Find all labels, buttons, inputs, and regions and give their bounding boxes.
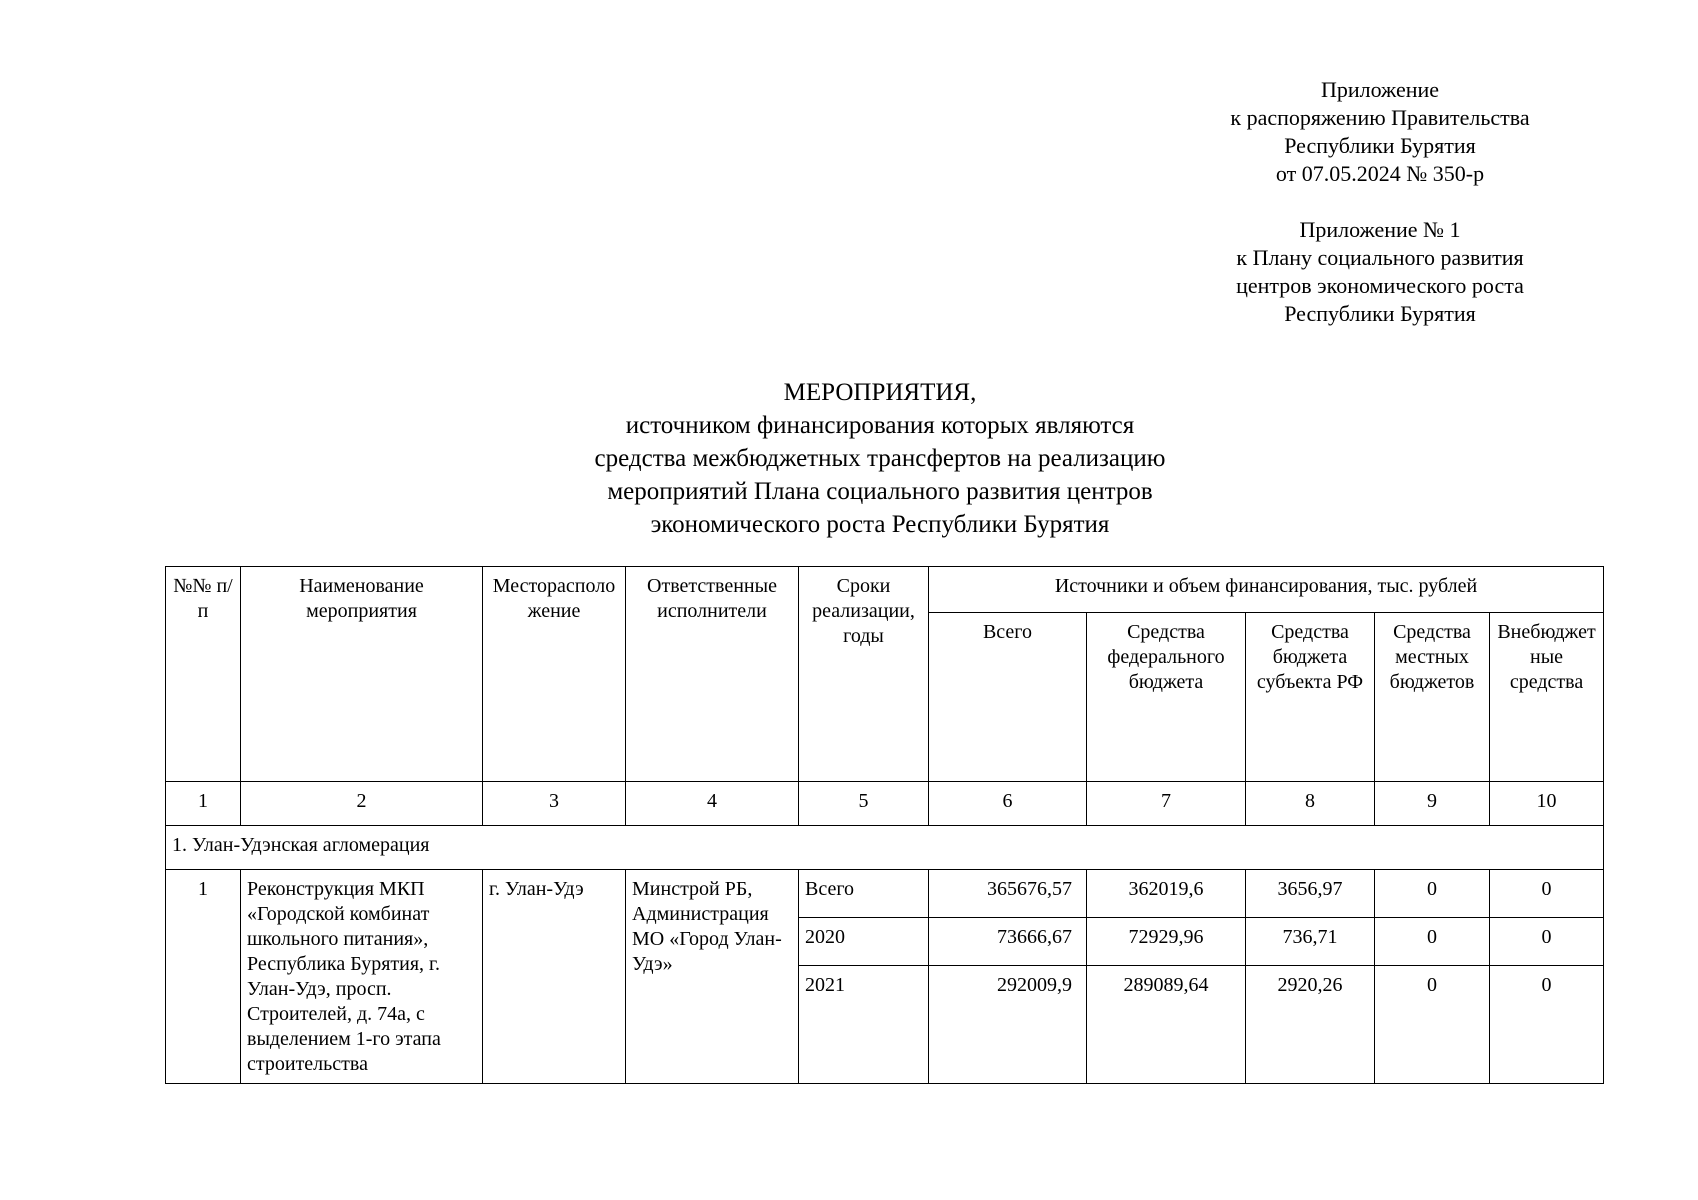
appendix-line: Приложение № 1 — [1299, 217, 1461, 242]
column-number: 1 — [166, 782, 241, 826]
item-number: 1 — [166, 870, 241, 1084]
section-title: 1. Улан-Удэнская агломерация — [166, 826, 1604, 870]
appendix-line: от 07.05.2024 № 350-р — [1275, 161, 1485, 186]
title-line: экономического роста Республики Бурятия — [650, 511, 1110, 538]
item-subject: 736,71 — [1246, 917, 1375, 965]
item-subject: 2920,26 — [1246, 965, 1375, 1083]
header-terms: Сроки реализации, годы — [799, 567, 929, 782]
appendix-line: к распоряжению Правительства — [1230, 105, 1530, 130]
financing-table — [165, 566, 1604, 1084]
header-num: №№ п/п — [166, 567, 241, 782]
title-line: средства межбюджетных трансфертов на реализацию — [594, 445, 1166, 472]
column-number: 9 — [1375, 782, 1490, 826]
header-location: Месторасположение — [483, 567, 626, 782]
header-responsible: Ответственные исполнители — [626, 567, 799, 782]
column-number: 4 — [626, 782, 799, 826]
item-total: 365676,57 — [929, 870, 1087, 918]
item-name: Реконструкция МКП «Городской комбинат школьного питания», Республика Бурятия, г. Улан-Удэ, просп. Строителей, д. 74а, с выделением 1-го этапа строительства — [241, 870, 483, 1084]
table-row — [166, 870, 1604, 918]
item-subject: 3656,97 — [1246, 870, 1375, 918]
column-number: 2 — [241, 782, 483, 826]
item-location: г. Улан-Удэ — [483, 870, 626, 1084]
item-extra: 0 — [1490, 870, 1604, 918]
appendix-line: Республики Бурятия — [1284, 301, 1476, 326]
section-row — [166, 826, 1604, 870]
appendix-block-2 — [1180, 216, 1580, 328]
item-extra: 0 — [1490, 965, 1604, 1083]
appendix-line: к Плану социального развития — [1236, 245, 1524, 270]
item-total: 292009,9 — [929, 965, 1087, 1083]
header-row-1 — [166, 567, 1604, 613]
title-line: мероприятий Плана социального развития центров — [607, 478, 1153, 505]
header-subject: Средства бюджета субъекта РФ — [1246, 613, 1375, 782]
item-federal: 362019,6 — [1087, 870, 1246, 918]
item-total: 73666,67 — [929, 917, 1087, 965]
appendix-header — [1180, 76, 1580, 328]
column-number: 6 — [929, 782, 1087, 826]
column-number: 8 — [1246, 782, 1375, 826]
title-line: источником финансирования которых являются — [625, 412, 1135, 439]
column-number: 7 — [1087, 782, 1246, 826]
header-federal: Средства федерального бюджета — [1087, 613, 1246, 782]
appendix-line: центров экономического роста — [1236, 273, 1524, 298]
item-federal: 72929,96 — [1087, 917, 1246, 965]
item-extra: 0 — [1490, 917, 1604, 965]
header-extra: Внебюджетные средства — [1490, 613, 1604, 782]
item-period: 2020 — [799, 917, 929, 965]
appendix-line: Республики Бурятия — [1284, 133, 1476, 158]
item-period: 2021 — [799, 965, 929, 1083]
title-line: МЕРОПРИЯТИЯ, — [783, 379, 977, 406]
header-total: Всего — [929, 613, 1087, 782]
appendix-block-1 — [1180, 76, 1580, 188]
item-responsible: Минстрой РБ, Администрация МО «Город Улан-Удэ» — [626, 870, 799, 1084]
item-local: 0 — [1375, 870, 1490, 918]
item-federal: 289089,64 — [1087, 965, 1246, 1083]
item-local: 0 — [1375, 917, 1490, 965]
appendix-line: Приложение — [1320, 77, 1440, 102]
item-period: Всего — [799, 870, 929, 918]
item-local: 0 — [1375, 965, 1490, 1083]
document-title — [490, 376, 1270, 541]
header-local: Средства местных бюджетов — [1375, 613, 1490, 782]
column-number: 3 — [483, 782, 626, 826]
column-number: 10 — [1490, 782, 1604, 826]
header-name: Наименование мероприятия — [241, 567, 483, 782]
header-sources: Источники и объем финансирования, тыс. рублей — [929, 567, 1604, 613]
column-numbers-row — [166, 782, 1604, 826]
column-number: 5 — [799, 782, 929, 826]
